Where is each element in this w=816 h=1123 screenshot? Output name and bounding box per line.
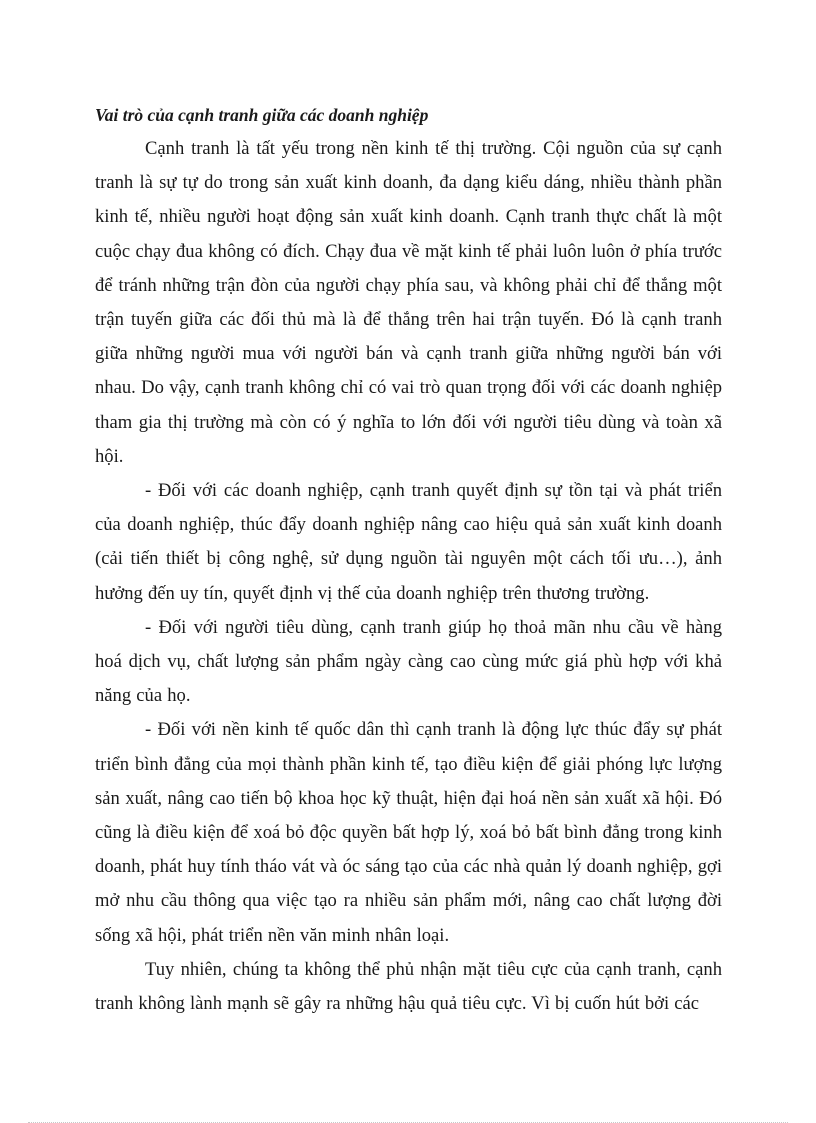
paragraph-negative-aspects: Tuy nhiên, chúng ta không thể phủ nhận mặt tiêu cực của cạnh tranh, cạnh tranh không lành mạnh sẽ gây ra những hậu quả tiêu cực. Vì bị cuốn hút bởi các [95, 958, 722, 1015]
paragraph-national-economy: - Đối với nền kinh tế quốc dân thì cạnh tranh là động lực thúc đẩy sự phát triển bình đẳng của mọi thành phần kinh tế, tạo điều kiện để giải phóng lực lượng sản xuất, nâng cao tiến bộ khoa học kỹ thuật, hiện đại hoá nền sản xuất xã hội. Đó cũng là điều kiện để xoá bỏ độc quyền bất hợp lý, xoá bỏ bất bình đẳng trong kinh doanh, phát huy tính tháo vát và óc sáng tạo của các nhà quản lý doanh nghiệp, gợi mở nhu cầu thông qua việc tạo ra nhiều sản phẩm mới, nâng cao chất lượng đời sống xã hội, phát triển nền văn minh nhân loại. [95, 719, 722, 946]
page-content [95, 98, 722, 1021]
section-heading: Vai trò của cạnh tranh giữa các doanh nghiệp [95, 105, 429, 125]
paragraph-introduction: Cạnh tranh là tất yếu trong nền kinh tế thị trường. Cội nguồn của sự cạnh tranh là sự tự do trong sản xuất kinh doanh, đa dạng kiểu dáng, nhiều thành phần kinh tế, nhiều người hoạt động sản xuất kinh doanh. Cạnh tranh thực chất là một cuộc chạy đua không có đích. Chạy đua về mặt kinh tế phải luôn luôn ở phía trước để tránh những trận đòn của người chạy phía sau, và không phải chỉ để thắng một trận tuyến giữa các đối thủ mà là để thắng trên hai trận tuyến. Đó là cạnh tranh giữa những người mua với người bán và cạnh tranh giữa những người bán với nhau. Do vậy, cạnh tranh không chỉ có vai trò quan trọng đối với các doanh nghiệp tham gia thị trường mà còn có ý nghĩa to lớn đối với người tiêu dùng và toàn xã hội. [95, 138, 722, 467]
paragraph-businesses: - Đối với các doanh nghiệp, cạnh tranh quyết định sự tồn tại và phát triển của doanh nghiệp, thúc đẩy doanh nghiệp nâng cao hiệu quả sản xuất kinh doanh (cải tiến thiết bị công nghệ, sử dụng nguồn tài nguyên một cách tối ưu…), ảnh hưởng đến uy tín, quyết định vị thế của doanh nghiệp trên thương trường. [95, 480, 722, 604]
paragraph-consumers: - Đối với người tiêu dùng, cạnh tranh giúp họ thoả mãn nhu cầu về hàng hoá dịch vụ, chất lượng sản phẩm ngày càng cao cùng mức giá phù hợp với khả năng của họ. [95, 616, 722, 707]
